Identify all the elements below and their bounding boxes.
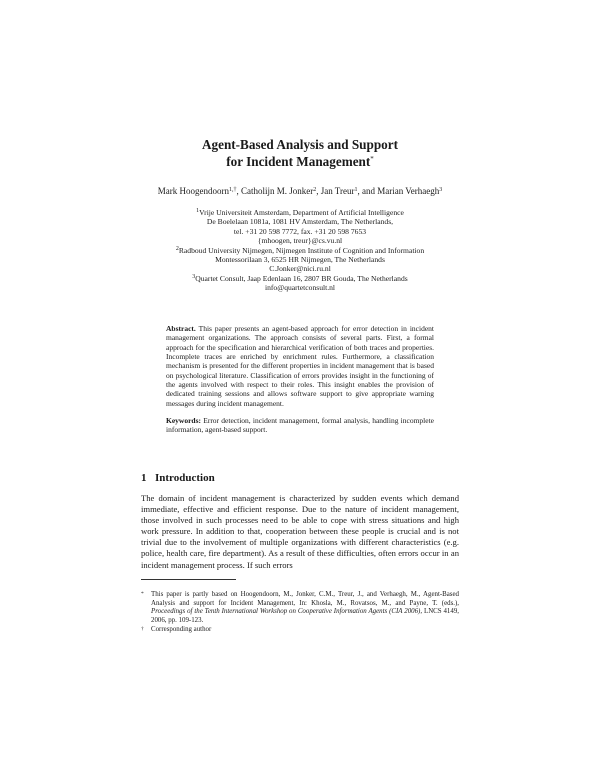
- author-affil-mark: 1: [354, 187, 358, 193]
- affiliation-email: C.Jonker@nici.ru.nl: [269, 264, 331, 274]
- keywords-label: Keywords:: [166, 416, 201, 426]
- author-name: Marian Verhaegh: [377, 186, 440, 196]
- title-line-2: [0, 153, 600, 170]
- footnote-text: Corresponding author: [151, 626, 212, 633]
- abstract-label: Abstract.: [166, 324, 196, 333]
- footnote-divider: [141, 579, 236, 580]
- author-affil-mark: 1,†: [228, 187, 237, 193]
- footnote-text-pre: This paper is partly based on Hoogendoorn, M., Jonker, C.M., Treur, J., and Verhaegh, M., Agent-Based Analysis and support for Incident Management, In: Khosla, M., Rovatsos, M., and Payne, T. (eds.),: [151, 591, 459, 607]
- affiliation-text: Radboud University Nijmegen, Nijmegen Institute of Cognition and Information: [178, 245, 425, 255]
- affiliation-line: [0, 246, 600, 255]
- author-affil-mark: 2: [313, 187, 317, 193]
- intro-paragraph: The domain of incident management is characterized by sudden events which demand immediate, effective and efficient response. Due to the nature of incident management, those involved in such processes need to be able to cope with stress situations and high work pressure. In addition to that, cooperation between these people is crucial and is not trivial due to the involvement of multiple organizations with different characteristics (e.g. police, health care, fire department). As a result of these difficulties, often errors occur in an incident management process. If such errors: [141, 493, 459, 570]
- section-heading: [141, 472, 215, 484]
- abstract-block: [166, 324, 434, 435]
- title-line-1: Agent-Based Analysis and Support: [201, 137, 399, 152]
- author: [321, 186, 378, 196]
- section-title: Introduction: [155, 472, 215, 484]
- author-name: Jan Treur: [320, 186, 355, 196]
- affiliation-line: De Boelelaan 1081a, 1081 HV Amsterdam, The Netherlands,: [206, 217, 394, 227]
- footnote-mark: *: [141, 591, 144, 597]
- affiliation-line: [0, 208, 600, 217]
- footnote-star: [141, 591, 459, 625]
- author-name: Catholijn M. Jonker: [240, 186, 314, 196]
- affiliation-line: Montessorilaan 3, 6525 HR Nijmegen, The Netherlands: [215, 255, 385, 265]
- affiliations: [0, 208, 600, 293]
- author-name: Mark Hoogendoorn: [157, 186, 229, 196]
- title-footnote-mark: *: [370, 155, 374, 163]
- affiliation-text: Vrije Universiteit Amsterdam, Department of Artificial Intelligence: [199, 208, 404, 217]
- footnote-dagger: [141, 626, 459, 635]
- author: [158, 186, 241, 196]
- section-number: 1: [141, 472, 147, 484]
- abstract-paragraph: [166, 324, 434, 408]
- author: [377, 186, 442, 196]
- footnote-text-post: LNCS 4149, 2006, pp. 109-123.: [151, 608, 459, 624]
- author: [241, 186, 321, 196]
- footnote-mark: †: [141, 626, 144, 632]
- footnotes: [141, 591, 459, 635]
- affiliation-line: tel. +31 20 598 7772, fax. +31 20 598 7653: [233, 226, 367, 236]
- footnote-text-italic: Proceedings of the Tenth International Workshop on Cooperative Information Agents (CIA 2006),: [151, 608, 423, 615]
- author-separator: ,: [236, 186, 241, 196]
- affiliation-mark: 2: [175, 245, 179, 252]
- author-list: [0, 185, 600, 197]
- affiliation-email: {mhoogen, treur}@cs.vu.nl: [257, 236, 343, 246]
- abstract-text: This paper presents an agent-based approach for error detection in incident management organizations. The approach consists of several parts. First, a formal approach for the specification and hierarchical verification of both traces and properties. Incomplete traces are enriched by enrichment rules. Furthermore, a classification mechanism is presented for the different properties in incident management that is based on psychological literature. Classification of errors provides insight in the functioning of the agents involved with respect to their roles. This insight enables the provision of dedicated training sessions and allows software support to give appropriate warning messages during incident management.: [166, 324, 434, 408]
- keywords-paragraph: [166, 416, 434, 435]
- author-separator: ,: [316, 186, 321, 196]
- paper-title: [0, 136, 600, 170]
- affiliation-email: info@quartetconsult.nl: [264, 283, 336, 293]
- author-affil-mark: 3: [439, 187, 443, 193]
- title-line-2-text: for Incident Management: [226, 154, 371, 169]
- affiliation-line: [0, 274, 600, 283]
- footnote-text: [151, 591, 459, 625]
- affiliation-mark: 3: [192, 273, 196, 280]
- author-separator: , and: [357, 186, 378, 196]
- affiliation-mark: 1: [196, 208, 200, 214]
- keywords-text: Error detection, incident management, formal analysis, handling incomplete information, agent-based support.: [166, 416, 434, 435]
- affiliation-text: Quartet Consult, Jaap Edenlaan 16, 2807 BR Gouda, The Netherlands: [195, 273, 408, 283]
